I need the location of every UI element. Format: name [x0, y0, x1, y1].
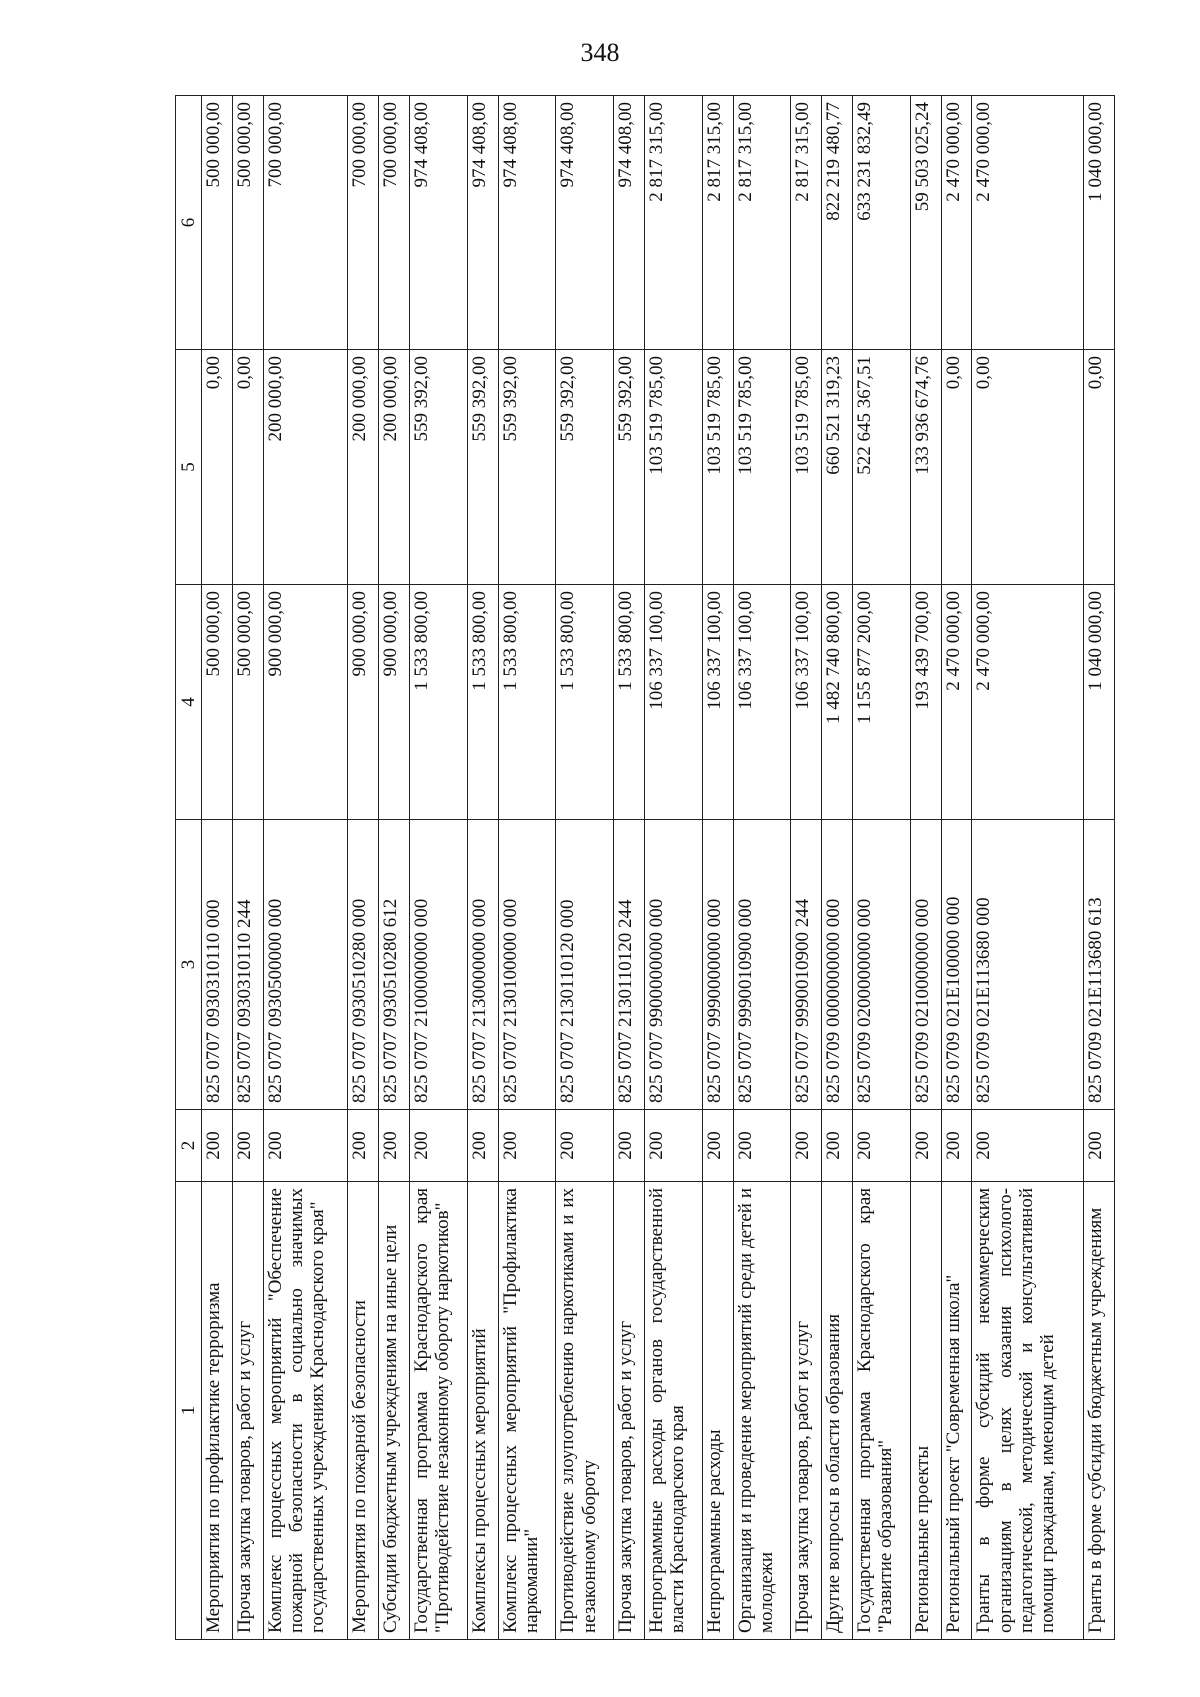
table-row	[467, 96, 498, 1640]
row-amount-col6: 974 408,00	[409, 96, 467, 350]
row-budget-classification-code: 825 0707 2130000000 000	[467, 820, 498, 1110]
table-header-row	[176, 96, 202, 1640]
column-header: 4	[176, 585, 202, 820]
row-description: Противодействие злоупотреблению наркотиками и их незаконному обороту	[556, 1182, 614, 1640]
row-budget-classification-code: 825 0709 021E113680 000	[972, 820, 1084, 1110]
row-status-code: 200	[263, 1110, 348, 1182]
row-amount-col6: 974 408,00	[467, 96, 498, 350]
row-amount-col4: 2 470 000,00	[972, 585, 1084, 820]
row-amount-col6: 700 000,00	[348, 96, 379, 350]
row-budget-classification-code: 825 0707 2130100000 000	[498, 820, 556, 1110]
row-status-code: 200	[467, 1110, 498, 1182]
row-description: Организация и проведение мероприятий среди детей и молодежи	[733, 1182, 791, 1640]
row-budget-classification-code: 825 0707 2130110120 244	[614, 820, 645, 1110]
row-description: Прочая закупка товаров, работ и услуг	[791, 1182, 822, 1640]
row-amount-col4: 193 439 700,00	[910, 585, 941, 820]
table-row	[910, 96, 941, 1640]
row-amount-col5: 0,00	[941, 350, 972, 585]
row-amount-col6: 2 470 000,00	[972, 96, 1084, 350]
row-amount-col6: 974 408,00	[556, 96, 614, 350]
column-header: 3	[176, 820, 202, 1110]
row-amount-col4: 1 040 000,00	[1084, 585, 1115, 820]
row-budget-classification-code: 825 0707 0930500000 000	[263, 820, 348, 1110]
page-number: 348	[580, 38, 620, 67]
row-amount-col5: 103 519 785,00	[702, 350, 733, 585]
row-amount-col6: 974 408,00	[498, 96, 556, 350]
row-amount-col4: 1 533 800,00	[498, 585, 556, 820]
rotated-table-container	[175, 96, 1115, 1640]
row-budget-classification-code: 825 0707 9900000000 000	[644, 820, 702, 1110]
table-row	[409, 96, 467, 1640]
row-amount-col6: 2 817 315,00	[791, 96, 822, 350]
row-budget-classification-code: 825 0707 9990000000 000	[702, 820, 733, 1110]
row-amount-col5: 0,00	[1084, 350, 1115, 585]
table-row	[263, 96, 348, 1640]
row-amount-col4: 1 533 800,00	[556, 585, 614, 820]
row-budget-classification-code: 825 0707 0930310110 244	[232, 820, 263, 1110]
row-description: Государственная программа Краснодарского края "Развитие образования"	[852, 1182, 910, 1640]
row-description: Прочая закупка товаров, работ и услуг	[614, 1182, 645, 1640]
row-description: Непрограммные расходы	[702, 1182, 733, 1640]
row-status-code: 200	[972, 1110, 1084, 1182]
row-budget-classification-code: 825 0709 0210000000 000	[910, 820, 941, 1110]
row-amount-col4: 500 000,00	[232, 585, 263, 820]
row-amount-col4: 900 000,00	[379, 585, 410, 820]
table-row	[702, 96, 733, 1640]
row-budget-classification-code: 825 0709 0200000000 000	[852, 820, 910, 1110]
table-row	[498, 96, 556, 1640]
row-amount-col4: 106 337 100,00	[791, 585, 822, 820]
column-header: 6	[176, 96, 202, 350]
row-budget-classification-code: 825 0707 0930310110 000	[202, 820, 233, 1110]
row-amount-col5: 103 519 785,00	[733, 350, 791, 585]
row-description: Комплекс процессных мероприятий "Обеспечение пожарной безопасности в социально значимых государственных учреждениях Краснодарского края"	[263, 1182, 348, 1640]
table-row	[852, 96, 910, 1640]
row-status-code: 200	[498, 1110, 556, 1182]
table-row	[348, 96, 379, 1640]
row-amount-col5: 660 521 319,23	[822, 350, 853, 585]
row-amount-col5: 103 519 785,00	[791, 350, 822, 585]
row-status-code: 200	[822, 1110, 853, 1182]
table-row	[379, 96, 410, 1640]
column-header: 5	[176, 350, 202, 585]
row-budget-classification-code: 825 0707 9990010900 000	[733, 820, 791, 1110]
row-amount-col6: 1 040 000,00	[1084, 96, 1115, 350]
row-amount-col5: 200 000,00	[263, 350, 348, 585]
row-status-code: 200	[910, 1110, 941, 1182]
row-status-code: 200	[1084, 1110, 1115, 1182]
row-amount-col6: 59 503 025,24	[910, 96, 941, 350]
row-status-code: 200	[733, 1110, 791, 1182]
row-status-code: 200	[409, 1110, 467, 1182]
row-amount-col6: 633 231 832,49	[852, 96, 910, 350]
row-status-code: 200	[348, 1110, 379, 1182]
column-header: 2	[176, 1110, 202, 1182]
row-description: Комплексы процессных мероприятий	[467, 1182, 498, 1640]
row-amount-col6: 700 000,00	[379, 96, 410, 350]
row-amount-col6: 2 817 315,00	[644, 96, 702, 350]
row-amount-col5: 0,00	[232, 350, 263, 585]
row-amount-col4: 1 533 800,00	[409, 585, 467, 820]
row-status-code: 200	[379, 1110, 410, 1182]
row-budget-classification-code: 825 0707 0930510280 612	[379, 820, 410, 1110]
row-budget-classification-code: 825 0707 0930510280 000	[348, 820, 379, 1110]
row-description: Региональный проект "Современная школа"	[941, 1182, 972, 1640]
budget-table	[175, 95, 1115, 1640]
row-amount-col4: 900 000,00	[348, 585, 379, 820]
row-amount-col4: 1 482 740 800,00	[822, 585, 853, 820]
table-row	[822, 96, 853, 1640]
row-description: Комплекс процессных мероприятий "Профилактика наркомании"	[498, 1182, 556, 1640]
row-amount-col6: 2 817 315,00	[733, 96, 791, 350]
row-description: Региональные проекты	[910, 1182, 941, 1640]
row-description: Непрограммные расходы органов государственной власти Краснодарского края	[644, 1182, 702, 1640]
row-status-code: 200	[232, 1110, 263, 1182]
row-budget-classification-code: 825 0709 021E113680 613	[1084, 820, 1115, 1110]
row-status-code: 200	[941, 1110, 972, 1182]
row-budget-classification-code: 825 0707 2100000000 000	[409, 820, 467, 1110]
row-budget-classification-code: 825 0709 0000000000 000	[822, 820, 853, 1110]
table-row	[232, 96, 263, 1640]
table-row	[644, 96, 702, 1640]
row-amount-col4: 1 533 800,00	[614, 585, 645, 820]
table-frame	[175, 96, 1115, 1640]
row-amount-col5: 522 645 367,51	[852, 350, 910, 585]
row-amount-col6: 500 000,00	[202, 96, 233, 350]
row-description: Гранты в форме субсидий некоммерческим организациям в целях оказания психолого-педагогической, методической и консультативной помощи гражданам, имеющим детей	[972, 1182, 1084, 1640]
row-amount-col5: 559 392,00	[556, 350, 614, 585]
row-amount-col5: 103 519 785,00	[644, 350, 702, 585]
table-row	[556, 96, 614, 1640]
row-budget-classification-code: 825 0709 021E100000 000	[941, 820, 972, 1110]
row-amount-col5: 559 392,00	[614, 350, 645, 585]
row-description: Субсидии бюджетным учреждениям на иные цели	[379, 1182, 410, 1640]
row-amount-col4: 1 533 800,00	[467, 585, 498, 820]
row-amount-col5: 0,00	[202, 350, 233, 585]
row-amount-col5: 559 392,00	[409, 350, 467, 585]
row-status-code: 200	[852, 1110, 910, 1182]
row-amount-col4: 900 000,00	[263, 585, 348, 820]
table-row	[202, 96, 233, 1640]
row-amount-col4: 106 337 100,00	[733, 585, 791, 820]
table-row	[791, 96, 822, 1640]
row-description: Другие вопросы в области образования	[822, 1182, 853, 1640]
row-description: Государственная программа Краснодарского края "Противодействие незаконному обороту наркотиков"	[409, 1182, 467, 1640]
row-status-code: 200	[202, 1110, 233, 1182]
row-description: Прочая закупка товаров, работ и услуг	[232, 1182, 263, 1640]
row-amount-col4: 106 337 100,00	[702, 585, 733, 820]
row-amount-col4: 500 000,00	[202, 585, 233, 820]
row-amount-col5: 200 000,00	[348, 350, 379, 585]
row-amount-col5: 0,00	[972, 350, 1084, 585]
row-description: Мероприятия по профилактике терроризма	[202, 1182, 233, 1640]
table-row	[941, 96, 972, 1640]
row-amount-col6: 974 408,00	[614, 96, 645, 350]
row-status-code: 200	[791, 1110, 822, 1182]
row-amount-col4: 1 155 877 200,00	[852, 585, 910, 820]
row-amount-col6: 2 817 315,00	[702, 96, 733, 350]
row-status-code: 200	[644, 1110, 702, 1182]
row-amount-col6: 700 000,00	[263, 96, 348, 350]
row-amount-col5: 559 392,00	[498, 350, 556, 585]
row-description: Гранты в форме субсидии бюджетным учреждениям	[1084, 1182, 1115, 1640]
row-amount-col5: 200 000,00	[379, 350, 410, 585]
row-budget-classification-code: 825 0707 9990010900 244	[791, 820, 822, 1110]
row-description: Мероприятия по пожарной безопасности	[348, 1182, 379, 1640]
row-amount-col6: 2 470 000,00	[941, 96, 972, 350]
row-amount-col6: 822 219 480,77	[822, 96, 853, 350]
row-status-code: 200	[556, 1110, 614, 1182]
table-row	[1084, 96, 1115, 1640]
column-header: 1	[176, 1182, 202, 1640]
row-amount-col5: 559 392,00	[467, 350, 498, 585]
row-budget-classification-code: 825 0707 2130110120 000	[556, 820, 614, 1110]
row-amount-col4: 106 337 100,00	[644, 585, 702, 820]
table-row	[733, 96, 791, 1640]
table-row	[972, 96, 1084, 1640]
row-status-code: 200	[702, 1110, 733, 1182]
row-amount-col6: 500 000,00	[232, 96, 263, 350]
row-amount-col5: 133 936 674,76	[910, 350, 941, 585]
row-amount-col4: 2 470 000,00	[941, 585, 972, 820]
table-row	[614, 96, 645, 1640]
row-status-code: 200	[614, 1110, 645, 1182]
